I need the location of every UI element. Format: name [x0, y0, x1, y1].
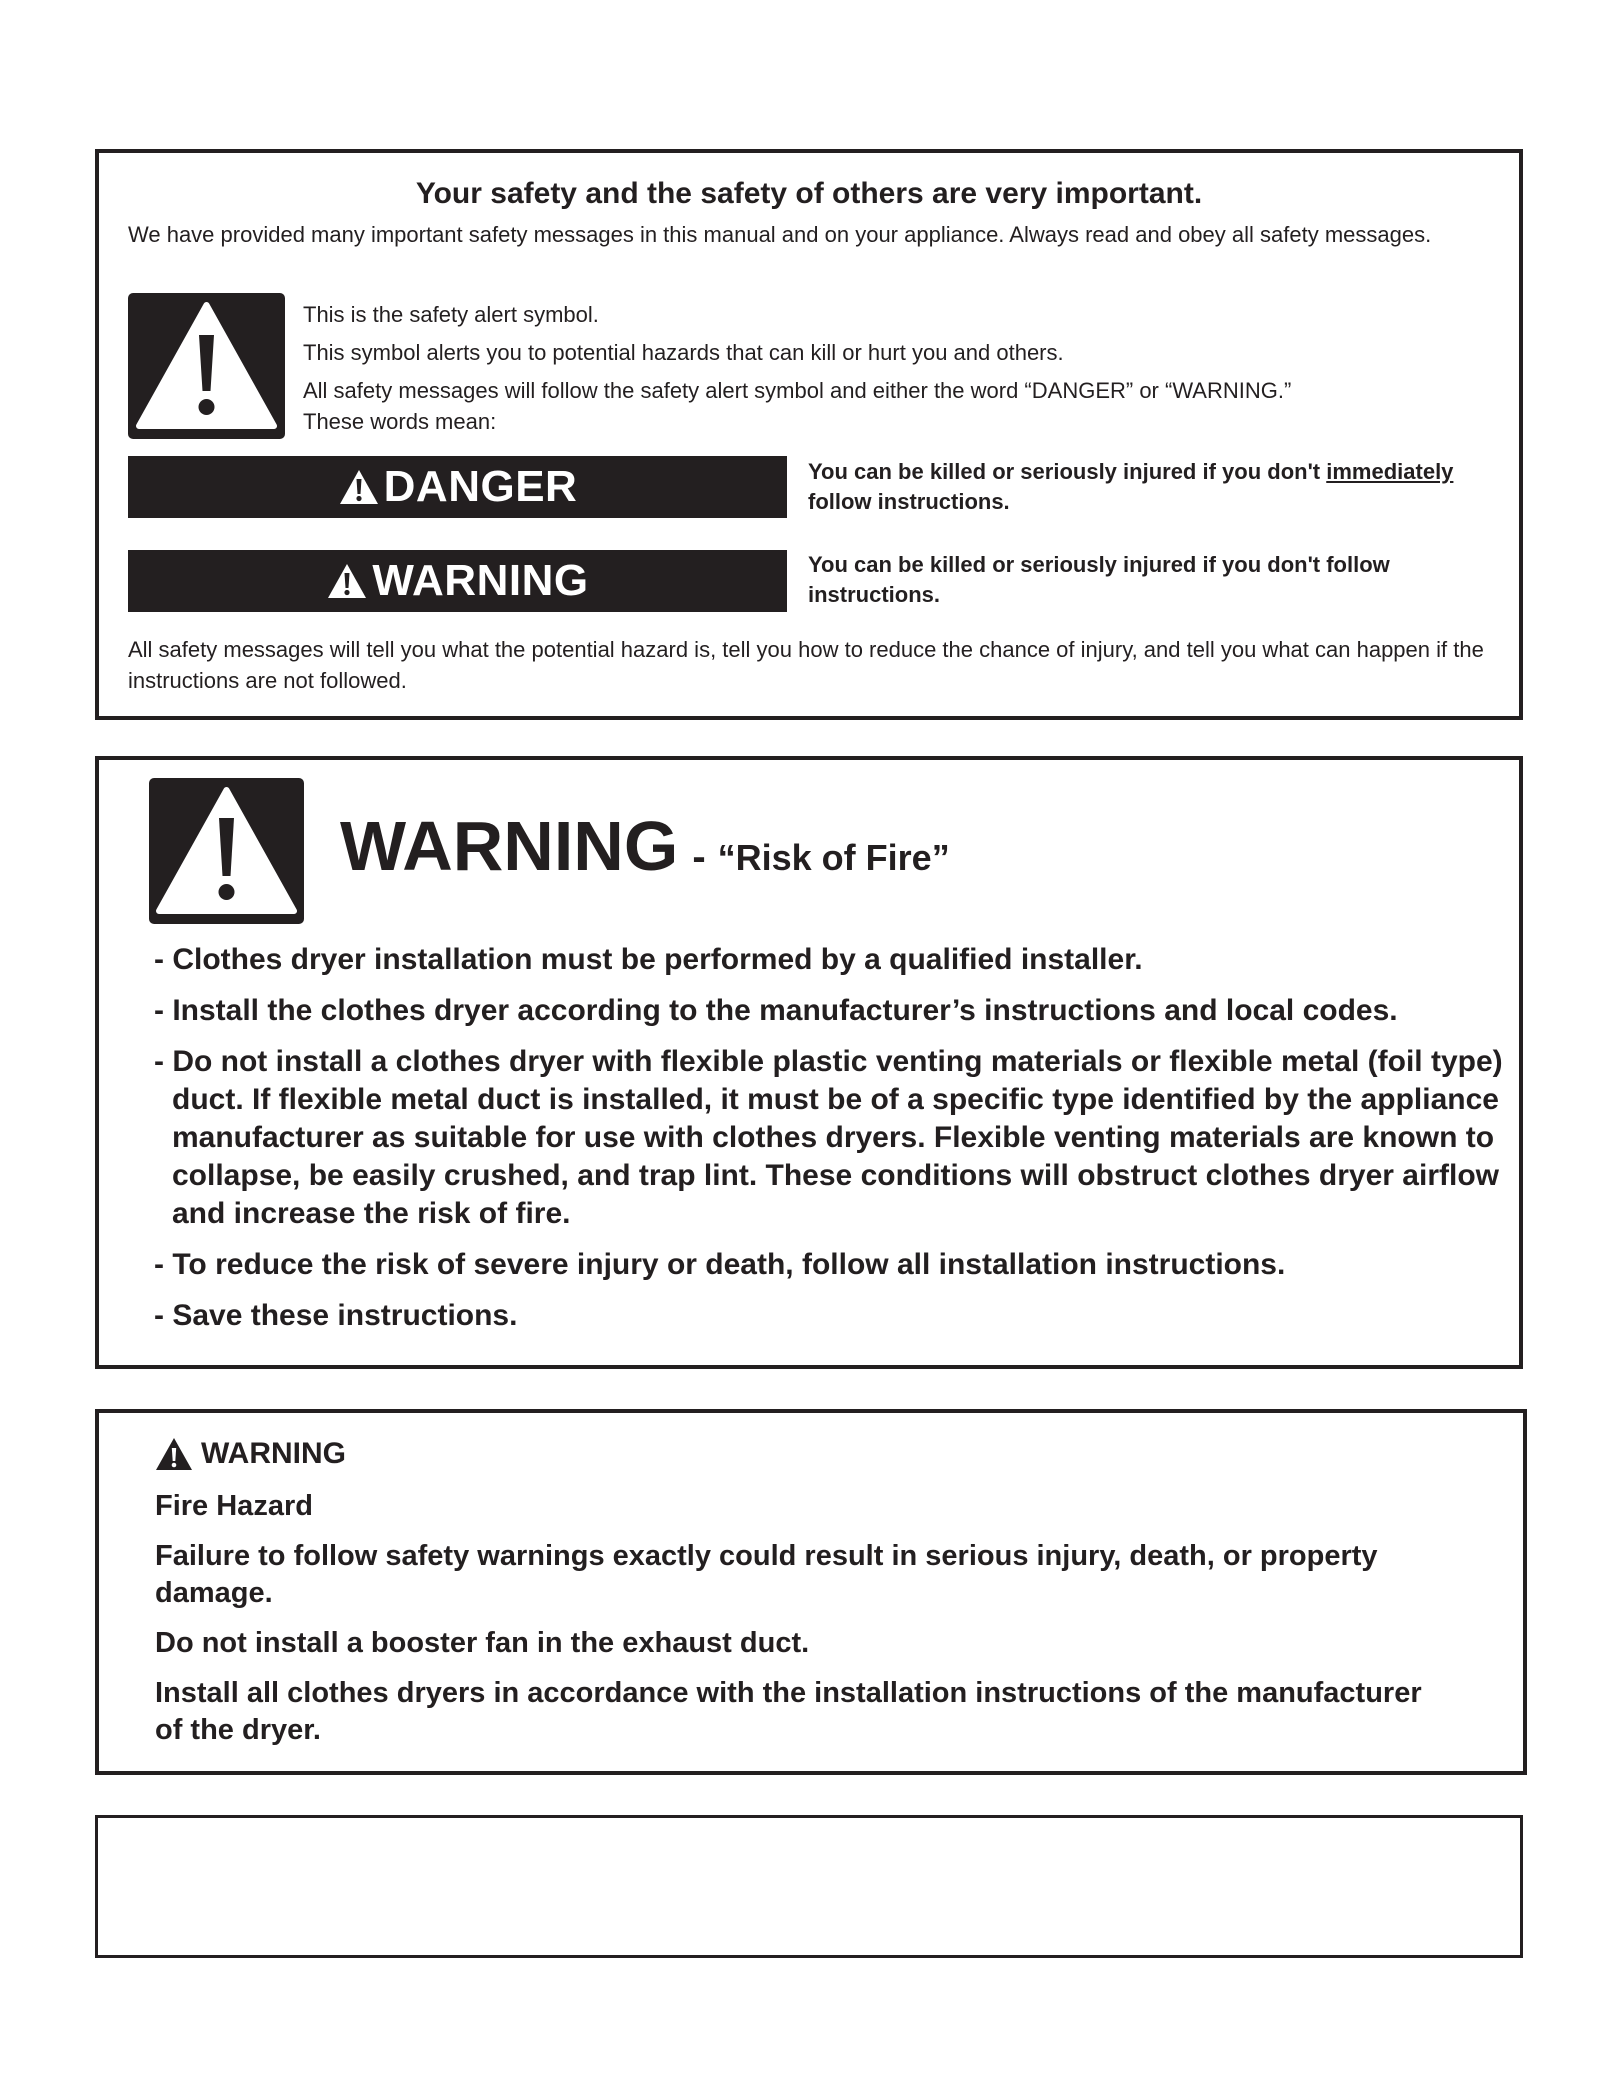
fire-warning-box: [95, 756, 1523, 1369]
hazard-line: Do not install a booster fan in the exhaust duct.: [155, 1627, 810, 1659]
warning-meaning: You can be killed or seriously injured if you don't follow instructions.: [808, 552, 1390, 607]
safety-alert-triangle-icon: [149, 778, 304, 924]
safety-title: Your safety and the safety of others are very important.: [415, 177, 1203, 210]
alert-triangle-icon: [338, 468, 380, 506]
symbol-line: These words mean:: [303, 409, 497, 434]
hazard-line: Failure to follow safety warnings exactly could result in serious injury, death, or property damage.: [155, 1540, 1378, 1609]
danger-text-before: You can be killed or seriously injured if you don't: [808, 459, 1327, 484]
heading-dash: -: [692, 835, 706, 879]
warning-label: WARNING: [372, 556, 589, 605]
safety-intro-box: [95, 149, 1523, 720]
danger-signal-bar: [128, 456, 787, 518]
fire-hazard-signal: [155, 1437, 346, 1471]
symbol-line: All safety messages will follow the safety alert symbol and either the word “DANGER” or “WARNING.”: [303, 378, 1292, 403]
danger-text-emphasis: immediately: [1326, 459, 1454, 484]
hazard-name: Fire Hazard: [155, 1490, 313, 1522]
alert-triangle-icon: [326, 562, 368, 600]
list-item: - Save these instructions.: [154, 1299, 518, 1332]
symbol-explanation: [303, 299, 1483, 437]
list-item: - Install the clothes dryer according to the manufacturer’s instructions and local codes.: [154, 994, 1398, 1027]
danger-meaning: [808, 457, 1508, 517]
risk-of-fire-subheading: “Risk of Fire”: [717, 837, 950, 878]
symbol-line: This is the safety alert symbol.: [303, 302, 599, 327]
list-item: - To reduce the risk of severe injury or death, follow all installation instructions.: [154, 1248, 1286, 1281]
fire-hazard-body: [155, 1488, 1455, 1762]
fire-hazard-signal-word: WARNING: [201, 1437, 346, 1470]
safety-alert-triangle-icon: [128, 293, 285, 439]
fire-warning-heading: [340, 806, 950, 886]
list-item: - Do not install a clothes dryer with flexible plastic venting materials or flexible metal (foil type) duct. If flexible metal duct is installed, it must be of a specific type identified by the appliance manufacturer as suitable for use with clothes dryers. Flexible venting materials are known to collapse, be easily crushed, and trap lint. These conditions will obstruct clothes dryer airflow and increase the risk of fire.: [154, 1045, 1503, 1230]
empty-box: [95, 1815, 1523, 1958]
safety-outro-text: All safety messages will tell you what the potential hazard is, tell you how to reduce the chance of injury, and tell you what can happen if the instructions are not followed.: [128, 637, 1484, 693]
symbol-line: This symbol alerts you to potential hazards that can kill or hurt you and others.: [303, 340, 1064, 365]
list-item: - Clothes dryer installation must be performed by a qualified installer.: [154, 943, 1143, 976]
alert-triangle-icon: [155, 1437, 193, 1471]
warning-signal-bar: [128, 550, 787, 612]
danger-label: DANGER: [383, 462, 578, 511]
fire-warning-list: [154, 941, 1504, 1348]
hazard-line: Install all clothes dryers in accordance with the installation instructions of the manufacturer of the dryer.: [155, 1677, 1422, 1746]
warning-heading: WARNING: [340, 807, 679, 885]
fire-hazard-box: [95, 1409, 1527, 1775]
safety-intro-text: We have provided many important safety messages in this manual and on your appliance. Always read and obey all safety messages.: [128, 222, 1432, 247]
danger-text-after: follow instructions.: [808, 489, 1010, 514]
